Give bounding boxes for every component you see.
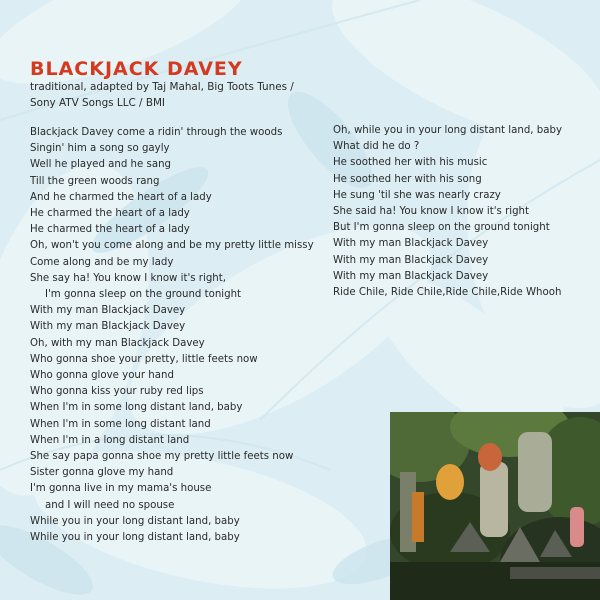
lyric-line: Till the green woods rang (30, 175, 160, 187)
lyric-line: She say ha! You know I know it's right, (30, 272, 226, 284)
lyrics-column-2 (333, 123, 562, 301)
lyric-line: With my man Blackjack Davey (30, 321, 186, 333)
lyric-line: Who gonna kiss your ruby red lips (30, 386, 204, 398)
garden-statues-photo (390, 412, 600, 600)
lyric-line: And he charmed the heart of a lady (30, 191, 212, 203)
lyric-line: Ride Chile, Ride Chile,Ride Chile,Ride Whooh (333, 287, 562, 299)
lyric-line: Blackjack Davey come a ridin' through the woods (30, 127, 283, 138)
lyric-line: With my man Blackjack Davey (30, 305, 186, 317)
lyrics-column-1 (30, 125, 314, 546)
lyric-line: Oh, while you in your long distant land, baby (333, 125, 562, 136)
lyric-line: He charmed the heart of a lady (30, 224, 190, 236)
lyric-line: But I'm gonna sleep on the ground tonight (333, 222, 550, 234)
lyric-line: Come along and be my lady (30, 256, 174, 268)
lyric-line: She say papa gonna shoe my pretty little feets now (30, 451, 294, 463)
lyric-line: With my man Blackjack Davey (333, 254, 489, 266)
lyric-line: Oh, with my man Blackjack Davey (30, 337, 205, 349)
lyric-line: Oh, won't you come along and be my pretty little missy (30, 240, 314, 252)
lyric-line: He sung 'til she was nearly crazy (333, 189, 501, 201)
lyric-line: He charmed the heart of a lady (30, 208, 190, 220)
lyric-line: He soothed her with his song (333, 173, 482, 185)
song-title: BLACKJACK DAVEY (30, 58, 243, 80)
lyric-line: Who gonna glove your hand (30, 370, 174, 382)
lyric-line: I'm gonna sleep on the ground tonight (45, 289, 242, 301)
lyric-line: When I'm in some long distant land, baby (30, 402, 243, 414)
lyric-line: With my man Blackjack Davey (333, 270, 489, 282)
lyric-line: While you in your long distant land, baby (30, 532, 240, 544)
lyric-line: Sister gonna glove my hand (30, 467, 174, 479)
lyric-line: While you in your long distant land, baby (30, 515, 240, 527)
song-credits: traditional, adapted by Taj Mahal, Big Toots Tunes / Sony ATV Songs LLC / BMI (30, 81, 294, 109)
lyric-line: Singin' him a song so gayly (30, 143, 170, 155)
lyric-line: Who gonna shoe your pretty, little feets now (30, 353, 258, 365)
lyric-line: With my man Blackjack Davey (333, 238, 489, 250)
lyric-line: She said ha! You know I know it's right (333, 206, 530, 218)
lyric-line: He soothed her with his music (333, 157, 488, 169)
lyric-line: I'm gonna live in my mama's house (30, 483, 212, 495)
lyric-line: When I'm in some long distant land (30, 418, 211, 430)
lyric-line: Well he played and he sang (30, 159, 171, 171)
lyric-line: When I'm in a long distant land (30, 434, 190, 446)
lyric-line: What did he do ? (333, 141, 420, 153)
lyric-line: and I will need no spouse (45, 499, 175, 511)
